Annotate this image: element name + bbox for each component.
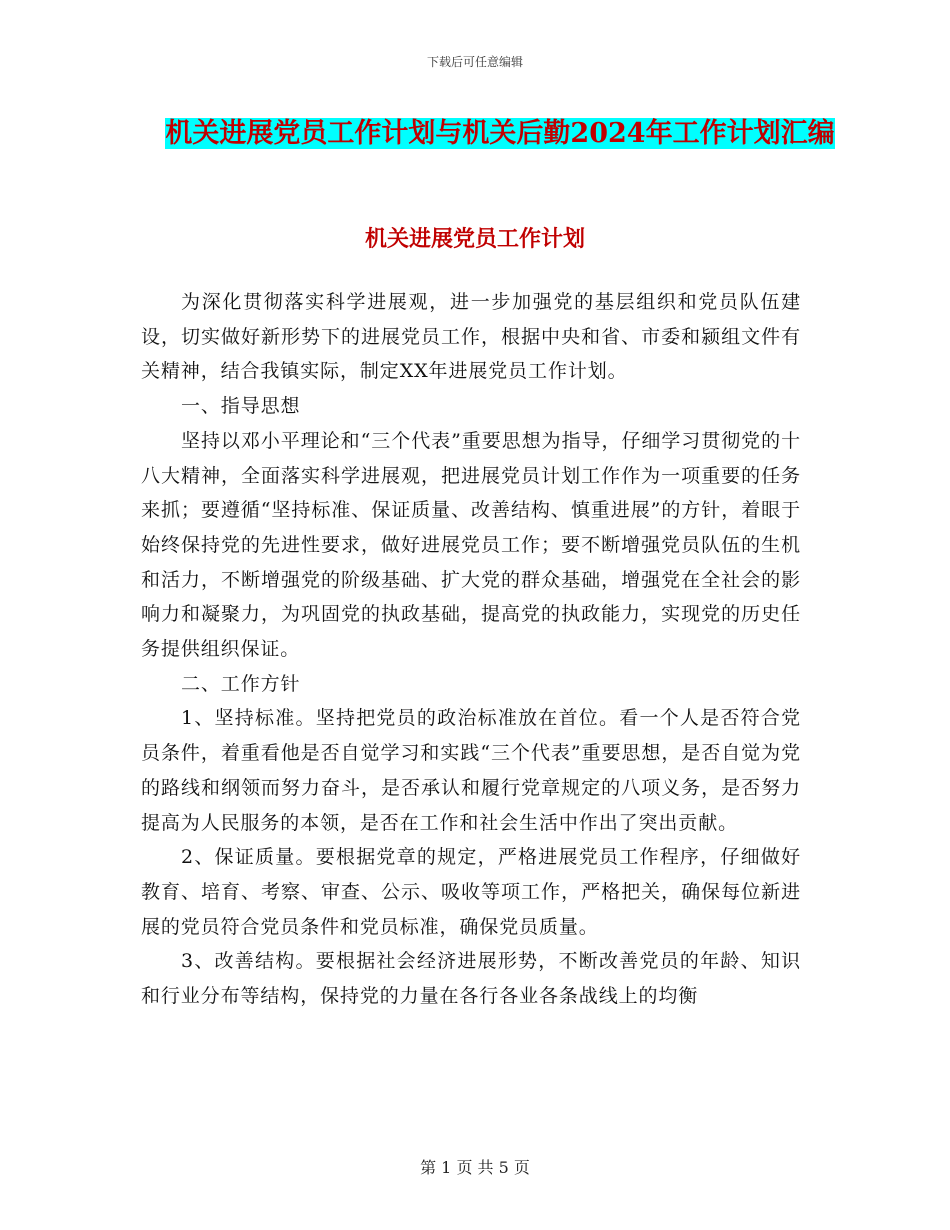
document-body (141, 285, 801, 1014)
heading-work-policy: 二、工作方针 (181, 672, 301, 695)
paragraph-policy-3: 3、改善结构。要根据社会经济进展形势，不断改善党员的年龄、知识和行业分布等结构，保持党的力量在各行各业各条战线上的均衡 (141, 950, 801, 1008)
document-title-text: 机关进展党员工作计划与机关后勤2024年工作计划汇编 (165, 118, 835, 149)
paragraph-guiding-ideology: 坚持以邓小平理论和“三个代表”重要思想为指导，仔细学习贯彻党的十八大精神，全面落实科学进展观，把进展党员计划工作作为一项重要的任务来抓；要遵循“坚持标准、保证质量、改善结构、慎重进展”的方针，着眼于始终保持党的先进性要求，做好进展党员工作；要不断增强党员队伍的生机和活力，不断增强党的阶级基础、扩大党的群众基础，增强党在全社会的影响力和凝聚力，为巩固党的执政基础，提高党的执政能力，实现党的历史任务提供组织保证。 (141, 429, 801, 661)
paragraph-intro: 为深化贯彻落实科学进展观，进一步加强党的基层组织和党员队伍建设，切实做好新形势下的进展党员工作，根据中央和省、市委和颍组文件有关精神，结合我镇实际，制定XX年进展党员工作计划。 (141, 291, 801, 383)
paragraph-policy-1: 1、坚持标准。坚持把党员的政治标准放在首位。看一个人是否符合党员条件，着重看他是否自觉学习和实践“三个代表”重要思想，是否自觉为党的路线和纲领而努力奋斗，是否承认和履行党章规定的八项义务，是否努力提高为人民服务的本领，是否在工作和社会生活中作出了突出贡献。 (141, 707, 801, 834)
document-title (140, 110, 860, 158)
page-header-note: 下载后可任意编辑 (426, 55, 523, 69)
paragraph-policy-2: 2、保证质量。要根据党章的规定，严格进展党员工作程序，仔细做好教育、培育、考察、审查、公示、吸收等项工作，严格把关，确保每位新进展的党员符合党员条件和党员标准，确保党员质量。 (141, 846, 801, 938)
heading-guiding-ideology: 一、指导思想 (181, 395, 301, 418)
section-title: 机关进展党员工作计划 (364, 226, 585, 252)
page-number-footer: 第 1 页 共 5 页 (420, 1158, 530, 1177)
